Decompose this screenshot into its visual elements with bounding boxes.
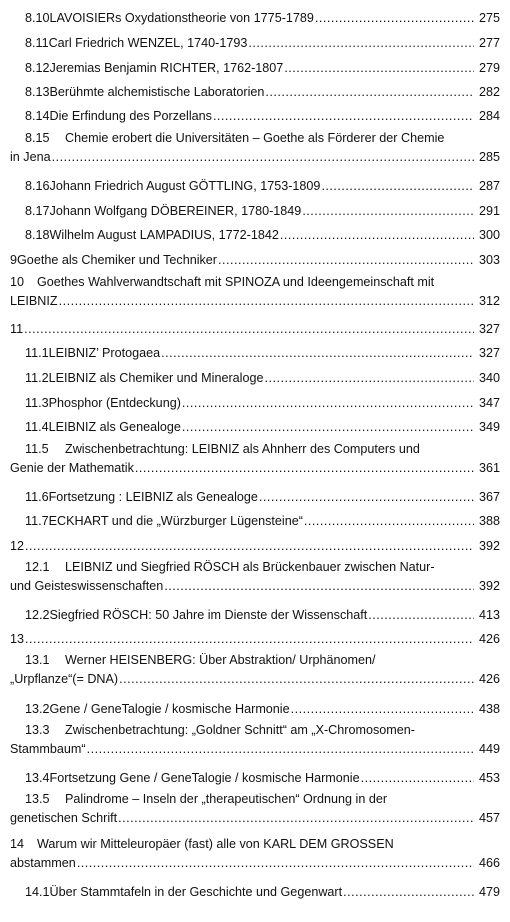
- toc-entry-number: 11.3: [25, 396, 49, 410]
- toc-entry[interactable]: [0, 199, 510, 223]
- toc-entry-title: Goethe als Chemiker und Techniker: [17, 253, 217, 267]
- toc-entry-title: Johann Friedrich August GÖTTLING, 1753-1809: [49, 179, 321, 193]
- toc-entry-number: 8.12: [25, 61, 50, 75]
- toc-entry-number: 11.6: [25, 490, 49, 504]
- toc-entry[interactable]: [0, 80, 510, 104]
- toc-entry-number: 8.13: [25, 85, 50, 99]
- toc-entry[interactable]: [0, 835, 510, 872]
- toc-entry[interactable]: [0, 697, 510, 721]
- toc-entry[interactable]: [0, 129, 510, 166]
- dot-leader: [213, 104, 474, 128]
- toc-entry[interactable]: [0, 880, 510, 904]
- toc-entry-number: 12.2: [25, 608, 50, 622]
- toc-entry[interactable]: [0, 415, 510, 439]
- dot-leader: [135, 459, 474, 478]
- toc-entry-number: 8.16: [25, 179, 50, 193]
- dot-leader: [118, 809, 474, 828]
- toc-entry-number: 11.2: [25, 371, 49, 385]
- toc-entry[interactable]: [0, 31, 510, 55]
- dot-leader: [368, 603, 474, 627]
- toc-entry-number: 14.1: [25, 885, 50, 899]
- toc-entry-page: 449: [478, 741, 500, 756]
- toc-entry-page: 275: [478, 11, 500, 25]
- dot-leader: [304, 509, 474, 533]
- toc-entry[interactable]: [0, 509, 510, 533]
- toc-entry-title: Warum wir Mitteleuropäer (fast) alle von KARL DEM GROSSEN: [37, 837, 394, 851]
- dot-leader: [284, 56, 474, 80]
- toc-entry-number: 13: [10, 632, 25, 646]
- dot-leader: [321, 174, 474, 198]
- toc-entry[interactable]: [0, 627, 510, 651]
- toc-entry-page: 392: [478, 539, 500, 553]
- dot-leader: [59, 292, 474, 311]
- toc-entry[interactable]: [0, 440, 510, 477]
- toc-entry-title: Zwischenbetrachtung: LEIBNIZ als Ahnherr des Computers und: [65, 442, 420, 456]
- dot-leader: [24, 317, 474, 341]
- toc-entry-page: 426: [478, 632, 500, 646]
- toc-entry-page: 349: [478, 420, 500, 434]
- toc-entry-title-continued: „Urpflanze“(= DNA): [10, 671, 119, 686]
- toc-entry-title: Gene / GeneTalogie / kosmische Harmonie: [49, 702, 290, 716]
- toc-entry[interactable]: [0, 341, 510, 365]
- toc-entry-number: 12.1: [25, 560, 50, 574]
- toc-entry-number: 13.1: [25, 653, 50, 667]
- toc-entry-number: 8.14: [25, 109, 50, 123]
- toc-entry[interactable]: [0, 766, 510, 790]
- toc-entry-number: 14: [10, 837, 25, 851]
- toc-entry-number: 12: [10, 539, 25, 553]
- toc-entry-number: 8.17: [25, 204, 50, 218]
- toc-entry-title: Chemie erobert die Universitäten – Goethe als Förderer der Chemie: [65, 131, 445, 145]
- toc-entry-number: 11.4: [25, 420, 49, 434]
- dot-leader: [361, 766, 474, 790]
- toc-entry-number: 11.7: [25, 514, 49, 528]
- toc-entry-title-continued: in Jena: [10, 149, 51, 164]
- toc-entry-title: Fortsetzung Gene / GeneTalogie / kosmische Harmonie: [49, 771, 360, 785]
- toc-entry[interactable]: [0, 366, 510, 390]
- toc-entry-page: 340: [478, 371, 500, 385]
- toc-entry[interactable]: [0, 6, 510, 30]
- toc-entry-page: 388: [478, 514, 500, 528]
- toc-entry-title-continued: abstammen: [10, 855, 76, 870]
- toc-entry-page: 282: [478, 85, 500, 99]
- toc-entry[interactable]: [0, 317, 510, 341]
- dot-leader: [264, 366, 474, 390]
- toc-entry-title: LAVOISIERs Oxydationstheorie von 1775-1789: [49, 11, 314, 25]
- toc-entry[interactable]: [0, 391, 510, 415]
- toc-entry-number: 11: [10, 322, 24, 336]
- toc-entry-title: Zwischenbetrachtung: „Goldner Schnitt“ am „X-Chromosomen-: [65, 723, 415, 737]
- toc-entry[interactable]: [0, 223, 510, 247]
- toc-entry-page: 347: [478, 396, 500, 410]
- dot-leader: [182, 415, 474, 439]
- toc-entry-title: LEIBNIZ als Genealoge: [48, 420, 181, 434]
- toc-entry-number: 13.5: [25, 792, 50, 806]
- toc-entry-page: 457: [478, 810, 500, 825]
- toc-entry-title: LEIBNIZ als Chemiker und Mineraloge: [48, 371, 264, 385]
- toc-entry-page: 284: [478, 109, 500, 123]
- dot-leader: [291, 697, 474, 721]
- toc-entry-page: 392: [478, 578, 500, 593]
- dot-leader: [161, 341, 474, 365]
- toc-entry[interactable]: [0, 558, 510, 595]
- dot-leader: [315, 6, 474, 30]
- toc-entry-page: 300: [478, 228, 500, 242]
- toc-entry-page: 327: [478, 322, 500, 336]
- toc-entry-page: 277: [478, 36, 500, 50]
- toc-entry-number: 8.10: [25, 11, 50, 25]
- toc-entry-number: 13.3: [25, 723, 50, 737]
- toc-entry-title: Berühmte alchemistische Laboratorien: [49, 85, 265, 99]
- toc-entry-number: 10: [10, 275, 25, 289]
- dot-leader: [218, 248, 474, 272]
- toc-entry-title: ECKHART und die „Würzburger Lügensteine“: [48, 514, 303, 528]
- toc-entry-page: 312: [478, 293, 500, 308]
- toc-entry-title: Johann Wolfgang DÖBEREINER, 1780-1849: [49, 204, 302, 218]
- toc-entry-title: Carl Friedrich WENZEL, 1740-1793: [48, 36, 248, 50]
- toc-entry-title: Phosphor (Entdeckung): [48, 396, 181, 410]
- toc-entry[interactable]: [0, 56, 510, 80]
- toc-entry-title: LEIBNIZ und Siegfried RÖSCH als Brückenbauer zwischen Natur-: [65, 560, 435, 574]
- toc-entry-page: 287: [478, 179, 500, 193]
- toc-entry-title: Werner HEISENBERG: Über Abstraktion/ Urphänomen/: [65, 653, 376, 667]
- toc-entry-number: 11.5: [25, 442, 49, 456]
- toc-entry-number: 13.2: [25, 702, 50, 716]
- dot-leader: [343, 880, 474, 904]
- toc-entry-page: 426: [478, 671, 500, 686]
- toc-entry-number: 8.15: [25, 131, 50, 145]
- toc-entry-page: 466: [478, 855, 500, 870]
- dot-leader: [25, 534, 474, 558]
- toc-entry-page: 453: [478, 771, 500, 785]
- toc-entry-page: 285: [478, 149, 500, 164]
- toc-entry-number: 11.1: [25, 346, 49, 360]
- toc-entry-number: 13.4: [25, 771, 50, 785]
- toc-entry-number: 9: [10, 253, 18, 267]
- dot-leader: [77, 854, 474, 873]
- toc-entry-title: Die Erfindung des Porzellans: [49, 109, 212, 123]
- toc-entry[interactable]: [0, 721, 510, 758]
- toc-entry-page: 291: [478, 204, 500, 218]
- toc-entry[interactable]: [0, 485, 510, 509]
- toc-entry[interactable]: [0, 273, 510, 310]
- dot-leader: [248, 31, 474, 55]
- toc-entry-page: 279: [478, 61, 500, 75]
- dot-leader: [164, 577, 474, 596]
- toc-entry-title-continued: LEIBNIZ: [10, 293, 58, 308]
- toc-entry[interactable]: [0, 534, 510, 558]
- toc-entry[interactable]: [0, 104, 510, 128]
- dot-leader: [119, 670, 474, 689]
- toc-entry-page: 303: [478, 253, 500, 267]
- toc-entry-title: LEIBNIZ’ Protogaea: [48, 346, 161, 360]
- toc-entry-title: Palindrome – Inseln der „therapeutischen“ Ordnung in der: [65, 792, 388, 806]
- toc-entry[interactable]: [0, 174, 510, 198]
- dot-leader: [280, 223, 474, 247]
- toc-entry-title-continued: Genie der Mathematik: [10, 460, 134, 475]
- toc-entry-title: Jeremias Benjamin RICHTER, 1762-1807: [49, 61, 284, 75]
- toc-entry-title-continued: und Geisteswissenschaften: [10, 578, 164, 593]
- toc-entry-number: 8.18: [25, 228, 50, 242]
- toc-entry-number: 8.11: [25, 36, 49, 50]
- toc-entry-page: 413: [478, 608, 500, 622]
- toc-entry-title: Goethes Wahlverwandtschaft mit SPINOZA und Ideengemeinschaft mit: [37, 275, 435, 289]
- toc-entry-title-continued: Stammbaum“: [10, 741, 86, 756]
- toc-entry[interactable]: [0, 603, 510, 627]
- dot-leader: [87, 740, 474, 759]
- dot-leader: [182, 391, 474, 415]
- toc-entry-page: 479: [478, 885, 500, 899]
- toc-entry-page: 438: [478, 702, 500, 716]
- toc-entry-title: Über Stammtafeln in der Geschichte und Gegenwart: [49, 885, 343, 899]
- toc-entry-title: Fortsetzung : LEIBNIZ als Genealoge: [48, 490, 258, 504]
- dot-leader: [25, 627, 474, 651]
- dot-leader: [302, 199, 474, 223]
- dot-leader: [265, 80, 474, 104]
- dot-leader: [259, 485, 474, 509]
- dot-leader: [52, 148, 474, 167]
- toc-entry-page: 361: [478, 460, 500, 475]
- toc-entry[interactable]: [0, 651, 510, 688]
- toc-entry-title: Siegfried RÖSCH: 50 Jahre im Dienste der Wissenschaft: [49, 608, 368, 622]
- toc-entry[interactable]: [0, 790, 510, 827]
- toc-entry-page: 367: [478, 490, 500, 504]
- toc-entry[interactable]: [0, 248, 510, 272]
- toc-entry-title-continued: genetischen Schrift: [10, 810, 118, 825]
- toc-entry-page: 327: [478, 346, 500, 360]
- toc-entry-title: Wilhelm August LAMPADIUS, 1772-1842: [49, 228, 279, 242]
